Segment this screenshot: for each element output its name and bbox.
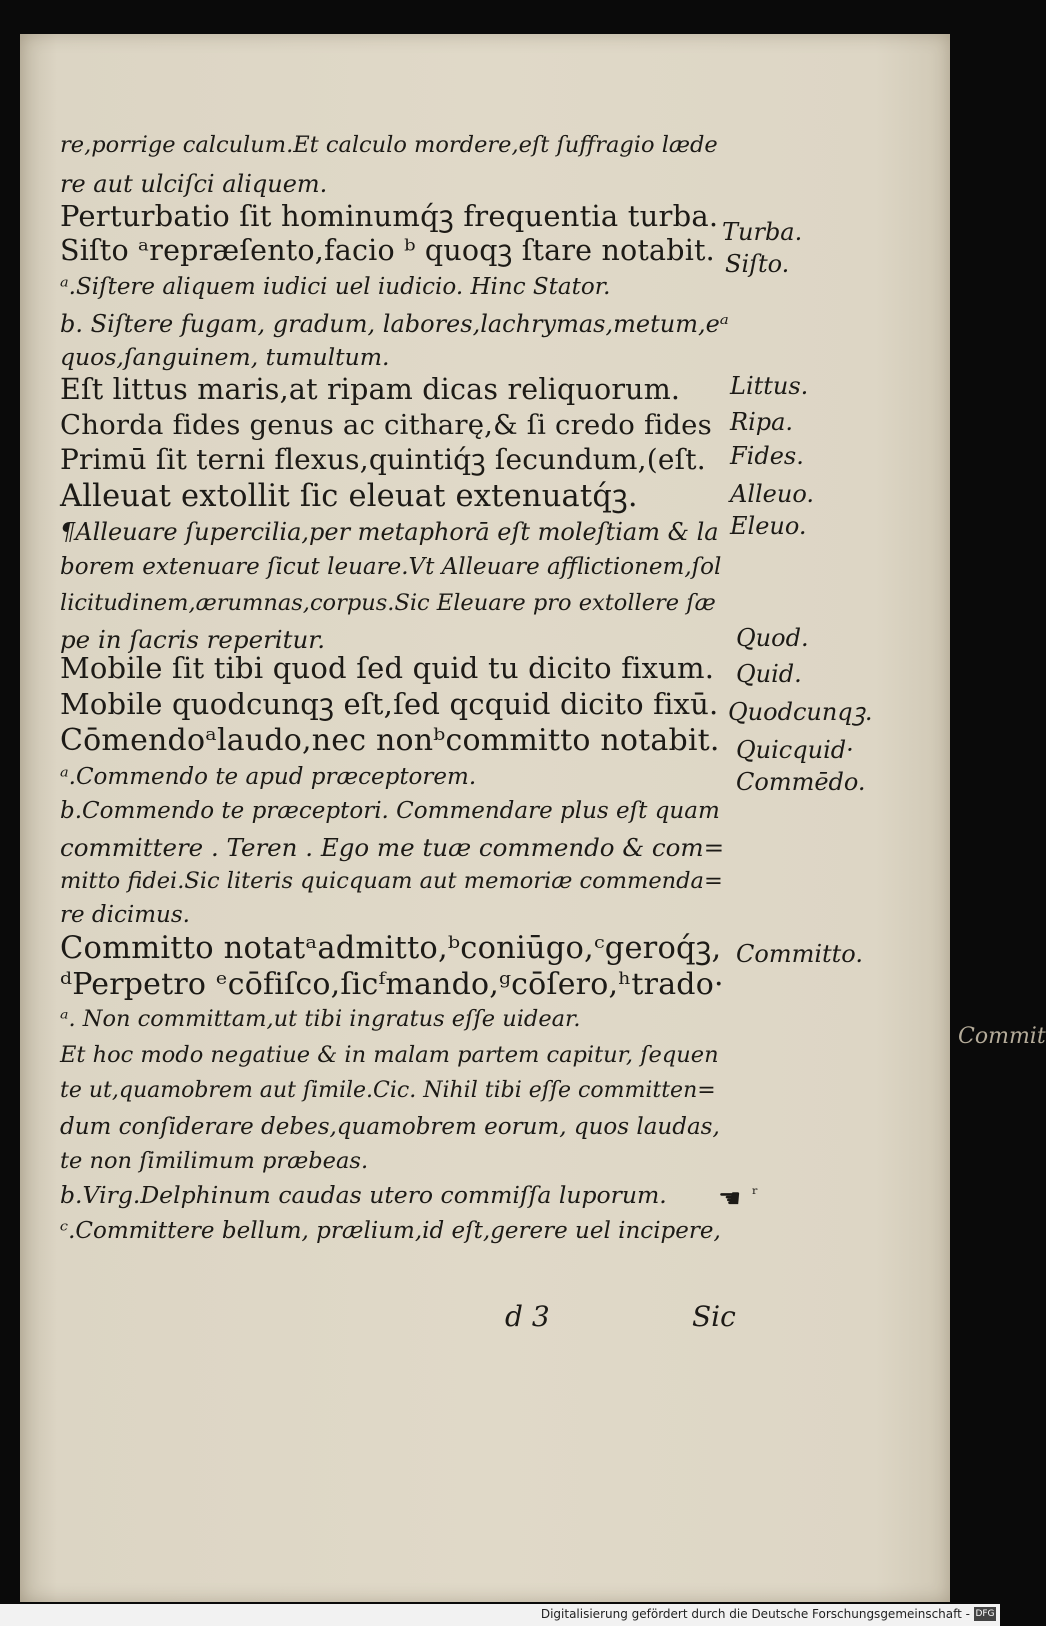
text-line: Chorda fides genus ac citharę,& ſi credo fides: [60, 409, 712, 441]
text-line: quos,ſanguinem, tumultum.: [60, 343, 390, 371]
text-line: Alleuat extollit ſic eleuat extenuatq́ꝫ.: [60, 479, 638, 514]
text-line: committere . Teren . Ego me tuæ commendo & com=: [60, 833, 725, 862]
text-line: ᶜ.Committere bellum, prælium,id eſt,gerere uel incipere,: [60, 1218, 721, 1244]
text-line: Committo notatᵃadmitto,ᵇconiūgo,ᶜgeroq́ꝫ,: [60, 931, 722, 966]
text-line: Primū ſit terni flexus,quintiq́ꝫ ſecundum,(eſt.: [60, 443, 706, 476]
hand-pointer-icon: ☚: [718, 1184, 742, 1214]
text-line: ᵈPerpetro ᵉcōfiſco,ſicᶠmando,ᵍcōſero,ʰtrado·: [60, 967, 724, 1002]
text-line: licitudinem,ærumnas,corpus.Sic Eleuare pro extollere ſæ: [60, 590, 716, 616]
text-line: ᵃ. Non committam,ut tibi ingratus eſſe uidear.: [60, 1006, 581, 1032]
margin-note: Quid.: [736, 660, 802, 688]
text-line: b.Virg.Delphinum caudas utero commiſſa luporum.: [60, 1181, 667, 1209]
catchword: Sic: [692, 1300, 736, 1333]
margin-note: Commēdo.: [736, 768, 866, 796]
margin-note: Quodcunqꝫ.: [728, 698, 873, 726]
signature-mark: d 3: [505, 1300, 550, 1333]
margin-note: Turba.: [722, 218, 803, 246]
text-line: re dicimus.: [60, 902, 190, 928]
margin-note: Siſto.: [725, 250, 790, 278]
text-line: Mobile quodcunqꝫ eſt,ſed qcquid dicito fixū.: [60, 687, 719, 721]
text-line: Siſto ᵃrepræſento,facio ᵇ quoqꝫ ſtare notabit.: [60, 234, 715, 267]
margin-note: Quod.: [736, 624, 809, 652]
bleed-through-text: Commit: [958, 1024, 1046, 1049]
text-line: re,porrige calculum.Et calculo mordere,eſt ſuffragio læde: [60, 132, 718, 158]
text-line: Cōmendoᵃlaudo,nec nonᵇcommitto notabit.: [60, 723, 720, 758]
dfg-logo: DFG: [975, 1609, 995, 1619]
annotation-mark: ʳ: [752, 1184, 759, 1205]
text-line: Eſt littus maris,at ripam dicas reliquorum.: [60, 373, 681, 406]
text-line: dum conſiderare debes,quamobrem eorum, quos laudas,: [60, 1114, 720, 1140]
text-line: te ut,quamobrem aut ſimile.Cic. Nihil tibi eſſe committen=: [60, 1078, 716, 1103]
text-line: Mobile ſit tibi quod ſed quid tu dicito fixum.: [60, 651, 715, 685]
margin-note: Ripa.: [730, 408, 794, 436]
margin-note: Eleuo.: [730, 512, 807, 540]
footer-bar: [0, 1604, 1000, 1626]
text-line: Et hoc modo negatiue & in malam partem capitur, ſequen: [60, 1042, 719, 1068]
text-line: mitto fidei.Sic literis quicquam aut memoriæ commenda=: [60, 868, 723, 894]
margin-note: Quicquid·: [736, 736, 854, 764]
text-line: borem extenuare ſicut leuare.Vt Alleuare afflictionem,ſol: [60, 554, 722, 580]
text-line: ᵃ.Commendo te apud præceptorem.: [60, 764, 477, 790]
text-line: b.Commendo te præceptori. Commendare plus eſt quam: [60, 798, 720, 824]
text-line: re aut ulciſci aliquem.: [60, 170, 328, 198]
text-line: b. Siſtere fugam, gradum, labores,lachrymas,metum,eᵃ: [60, 310, 729, 338]
text-line: Perturbatio ſit hominumq́ꝫ frequentia turba.: [60, 199, 719, 233]
text-line: ᵃ.Siſtere aliquem iudici uel iudicio. Hinc Stator.: [60, 274, 611, 300]
margin-note: Alleuo.: [730, 480, 814, 508]
margin-note: Committo.: [736, 940, 863, 968]
margin-note: Littus.: [730, 372, 809, 400]
text-line: pe in ſacris reperitur.: [60, 625, 326, 654]
margin-note: Fides.: [730, 442, 804, 470]
text-line: te non ſimilimum præbeas.: [60, 1148, 369, 1174]
footer-text: Digitalisierung gefördert durch die Deutsche Forschungsgemeinschaft -: [540, 1607, 970, 1621]
text-line: ¶Alleuare ſupercilia,per metaphorā eſt moleſtiam & la: [60, 518, 719, 546]
